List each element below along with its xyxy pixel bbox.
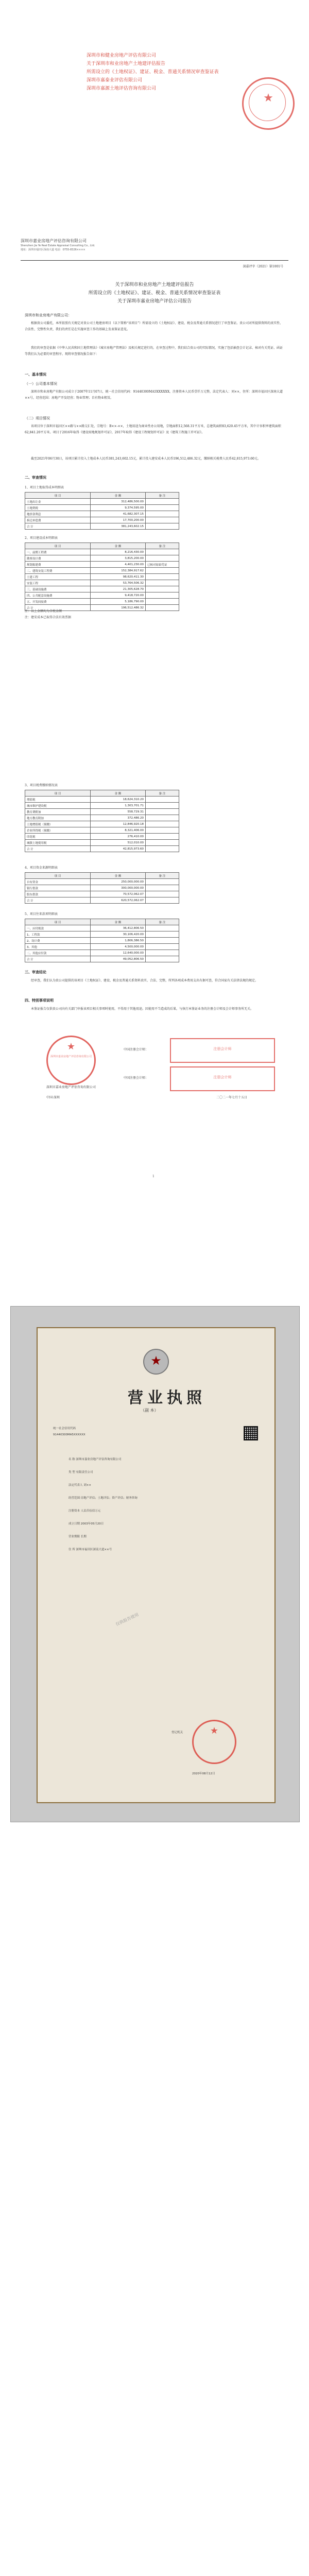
- table-cell: 21,305,628.70: [91, 586, 146, 592]
- table-row: [25, 599, 179, 605]
- table-cell: [146, 796, 179, 803]
- document-number: 深嘉评字（2021）第1001号: [243, 265, 283, 268]
- table-row: [25, 592, 179, 599]
- registration-authority: 登记机关: [171, 1731, 183, 1734]
- table-cell: [146, 821, 179, 827]
- cover-title-line: 所需设立的《土地权证》、建证、税金、普通关系情况审查鉴证表: [87, 70, 219, 75]
- credit-code: 91440300MA5XXXXXX: [53, 1433, 85, 1436]
- table-header-cell: 金 额: [91, 873, 146, 879]
- table-header-row: [25, 790, 179, 796]
- letterhead-company: 深圳市嘉业房地产评估咨询有限公司: [21, 239, 87, 243]
- table-row: [25, 950, 179, 956]
- cover-title-line: 深圳市嘉源土地评估咨询有限公司: [87, 86, 157, 91]
- table-row: [25, 586, 179, 592]
- paragraph: 该项目位于深圳市福田区××路与××路交汇处，宗地号：B××-××，土地用途为商业性办公用地，宗地面积12,568.31平方米，总建筑面积83,620.45平方米，其中计容积率建筑面积62,841.20平方米。项目于2016年取得《建设用地规划许可证》，2017年取得《建设工程规划许可证》及《建筑工程施工许可证》。: [25, 425, 281, 434]
- paragraph: 深圳市和业房地产有限公司成立于2007年11月07日，统一社会信用代码：91440300MA5XXXXXX，注册资本人民币壹仟万元整，法定代表人：刘××，住所：深圳市福田区深南大道××号，经营范围：房地产开发经营；物业管理；自有物业租赁。: [25, 390, 283, 400]
- table-cell: [146, 944, 179, 950]
- table-cell: [146, 879, 179, 885]
- table-row: [25, 885, 179, 891]
- table-header-cell: 项 目: [25, 493, 91, 499]
- license-frame: [37, 1327, 276, 1803]
- table-cell: 四、公共配套设施费: [25, 592, 91, 599]
- table-row: [25, 803, 179, 809]
- table-cell: 300,000,000.00: [91, 885, 146, 891]
- firm-seal-text: 深圳市嘉业房地产评估咨询有限公司: [50, 1055, 92, 1058]
- table-cell: 合 计: [25, 846, 91, 852]
- table-header-cell: 项 目: [25, 919, 91, 925]
- sign-date: 二〇二一年七月十五日: [216, 1096, 248, 1099]
- table-cell: [146, 499, 179, 505]
- table-header-cell: 项 目: [25, 790, 91, 796]
- table-cell: 381,243,602.15: [91, 523, 146, 530]
- report-title: 关于深圳市和业房地产土地建评估报告: [115, 282, 194, 287]
- national-emblem-icon: ★: [143, 1349, 169, 1375]
- table-cell: 4,401,230.00: [91, 562, 146, 568]
- table-cell: 一、前期工程费: [25, 549, 91, 555]
- table-cell: [146, 574, 179, 580]
- table-header-cell: 金 额: [91, 493, 146, 499]
- table-cell: 土建工程: [25, 574, 91, 580]
- cpa-seal-text: 注册会计师: [213, 1047, 232, 1051]
- table-cell: [146, 827, 179, 834]
- table-cell: [146, 938, 179, 944]
- table-row: [25, 944, 179, 950]
- table-cell: 2、设计费: [25, 938, 91, 944]
- table-note: 注：建安成本已取得合法有效票据: [25, 616, 72, 619]
- table-cell: 企业所得税（预缴）: [25, 827, 91, 834]
- table-note: 注：以上金额均为含税金额: [25, 609, 62, 613]
- letterhead-divider: [21, 260, 288, 261]
- table-cell: 372,486.20: [91, 815, 146, 821]
- table-cell: 36,412,806.50: [91, 925, 146, 931]
- table-cell: 规划报建费: [25, 562, 91, 568]
- table-cell: 9,418,720.00: [91, 592, 146, 599]
- table-cell: 二、建筑安装工程费: [25, 568, 91, 574]
- star-icon: ★: [66, 1041, 76, 1052]
- table-row: [25, 574, 179, 580]
- cpa-seal: [170, 1038, 275, 1063]
- payables-table: [25, 919, 179, 962]
- table-row: [25, 891, 179, 897]
- table-cell: [146, 505, 179, 511]
- table-row: [25, 568, 179, 574]
- table-row: [25, 511, 179, 517]
- registration-seal: [192, 1720, 236, 1764]
- letterhead-address: 地址：深圳市福田区深南大道 电话：0755-8326××××: [21, 248, 85, 251]
- table-cell: 二、其他应付款: [25, 950, 91, 956]
- table-cell: 教育费附加: [25, 809, 91, 815]
- table-cell: [146, 511, 179, 517]
- table-total-row: [25, 897, 179, 904]
- table-cell: [146, 580, 179, 586]
- table-cell: 3、其他: [25, 944, 91, 950]
- table-row: [25, 925, 179, 931]
- business-license-scan: [10, 1306, 300, 1822]
- table-header-cell: 备 注: [146, 493, 179, 499]
- table-row: [25, 938, 179, 944]
- table-cell: 30,106,420.00: [91, 931, 146, 938]
- table-cell: 558,729.31: [91, 809, 146, 815]
- table-row: [25, 931, 179, 938]
- table-cell: [146, 549, 179, 555]
- table-cell: 土地出让金: [25, 499, 91, 505]
- table-cell: 三、基础设施费: [25, 586, 91, 592]
- table-cell: [146, 592, 179, 599]
- land-cost-table: [25, 492, 179, 530]
- table-header-cell: 金 额: [91, 919, 146, 925]
- table-total-row: [25, 846, 179, 852]
- table-cell: [146, 891, 179, 897]
- table-row: [25, 834, 179, 840]
- table-header-cell: 备 注: [146, 790, 179, 796]
- table-header-row: [25, 543, 179, 549]
- license-field: 成立日期 2003年05月20日: [68, 1522, 104, 1526]
- table-cell: 4,500,000.00: [91, 944, 146, 950]
- greeting: 深圳市和业房地产有限公司：: [25, 313, 72, 317]
- funding-table: [25, 872, 179, 904]
- table-cell: [146, 840, 179, 846]
- table-header-row: [25, 873, 179, 879]
- table-cell: 地方教育附加: [25, 815, 91, 821]
- table-cell: 9,374,595.00: [91, 505, 146, 511]
- table-row: [25, 549, 179, 555]
- table-cell: 城市维护建设税: [25, 803, 91, 809]
- cover-title-line: 深圳市和健业房地产评估有限公司: [87, 53, 157, 58]
- table-row: [25, 499, 179, 505]
- license-title: 营业执照: [128, 1389, 206, 1407]
- table-header-cell: 备 注: [146, 919, 179, 925]
- license-field: 住 所 深圳市福田区深南大道××号: [68, 1548, 112, 1551]
- cover-title-block: [87, 52, 220, 93]
- table-cell: [146, 885, 179, 891]
- table-row: [25, 562, 179, 568]
- table-cell: 1,806,386.50: [91, 938, 146, 944]
- table-header-cell: 金 额: [91, 790, 146, 796]
- star-icon: ★: [210, 1725, 219, 1736]
- table-header-cell: 项 目: [25, 873, 91, 879]
- table-total-row: [25, 956, 179, 962]
- table-cell: [146, 523, 179, 530]
- table-row: [25, 840, 179, 846]
- table-cell: 股东借款: [25, 891, 91, 897]
- table-row: [25, 821, 179, 827]
- table-row: [25, 580, 179, 586]
- table-caption: 5、项目往来款项明细表: [25, 912, 58, 916]
- table-row: [25, 809, 179, 815]
- table-total-row: [25, 523, 179, 530]
- table-header-cell: 项 目: [25, 543, 91, 549]
- paragraph: 截至2021年06月30日，该项目累计投入土地成本人民币381,243,602.15元，累计投入建安成本人民币196,512,486.32元，缴纳相关税费人民币42,815,973.60元。: [31, 457, 261, 461]
- section-heading: 三、审查结论: [25, 970, 46, 974]
- table-cell: [146, 586, 179, 592]
- table-cell: [146, 897, 179, 904]
- table-header-cell: 备 注: [146, 873, 179, 879]
- table-cell: 土地契税: [25, 505, 91, 511]
- sign-place: 中国·深圳: [46, 1096, 60, 1099]
- license-field: 名 称 深圳市嘉业房地产评估咨询有限公司: [68, 1458, 122, 1461]
- license-field: 法定代表人 刘××: [68, 1484, 91, 1487]
- table-cell: 250,000,000.00: [91, 879, 146, 885]
- table-header-cell: 金 额: [91, 543, 146, 549]
- table-caption: 3、项目税费缴纳情况表: [25, 784, 58, 787]
- table-header-row: [25, 493, 179, 499]
- table-cell: 合 计: [25, 897, 91, 904]
- table-caption: 2、项目建设成本明细表: [25, 536, 58, 540]
- table-cell: 拆迁补偿费: [25, 517, 91, 523]
- table-row: [25, 796, 179, 803]
- qr-code-icon: [244, 1426, 258, 1440]
- table-row: [25, 879, 179, 885]
- table-cell: 勘察设计费: [25, 555, 91, 562]
- table-cell: [146, 950, 179, 956]
- cpa-signature-label: 中国注册会计师：: [124, 1048, 149, 1052]
- star-icon: ★: [263, 92, 273, 105]
- table-cell: [146, 846, 179, 852]
- table-cell: 已核对原始凭证: [146, 562, 179, 568]
- credit-code-label: 统一社会信用代码: [53, 1427, 76, 1430]
- table-cell: 五、开发间接费: [25, 599, 91, 605]
- table-cell: 1,303,701.71: [91, 803, 146, 809]
- table-cell: 70,572,062.07: [91, 891, 146, 897]
- table-cell: 城镇土地使用税: [25, 840, 91, 846]
- table-cell: 312,486,500.00: [91, 499, 146, 505]
- table-cell: 49,052,806.50: [91, 956, 146, 962]
- table-cell: [146, 605, 179, 611]
- table-cell: [146, 803, 179, 809]
- registration-date: 2020年08月12日: [192, 1772, 215, 1775]
- subsection-heading: （一）公司基本情况: [25, 382, 57, 386]
- section-heading: 二、审查情况: [25, 475, 46, 480]
- subsection-heading: （二）项目情况: [25, 416, 50, 420]
- paragraph: 经审查，我们认为贵公司提供的该项目《土地权证》、建设、税金及普通关系资料真实、合法、完整，所列各项成本费用支出有据可查，符合国家有关法律法规的规定。: [31, 979, 259, 982]
- paragraph: 根据贵公司委托，本所依照有关规定对贵公司土地建房项目（以下简称“该项目”）所需设立的《土地权证》、建设、税金及普通关系情况进行了审查鉴证。贵公司对所提供资料的真实性、合法性、完整性负责，我们的责任是在实施审查工作的基础上发表鉴证意见。: [25, 321, 283, 331]
- table-cell: [146, 568, 179, 574]
- table-header-cell: 备 注: [146, 543, 179, 549]
- tax-table: [25, 790, 179, 852]
- table-cell: 196,512,486.32: [91, 605, 146, 611]
- table-cell: 自有资金: [25, 879, 91, 885]
- paragraph: 我们的审查是依据《中华人民共和国土地管理法》《城市房地产管理法》及相关规定进行的，在审查过程中，我们结合贵公司的实际情况，实施了包括抽查会计记录、核对有关凭证、函证等我们认为必要的审查程序。现将审查情况报告如下：: [25, 346, 283, 356]
- table-cell: 合 计: [25, 605, 91, 611]
- license-field: 经营范围 房地产评估；土地评估；资产评估；财务咨询: [68, 1497, 138, 1500]
- table-cell: 42,815,973.60: [91, 846, 146, 852]
- license-subtitle: （副 本）: [141, 1408, 159, 1413]
- table-cell: [146, 956, 179, 962]
- table-row: [25, 827, 179, 834]
- table-header-row: [25, 919, 179, 925]
- table-cell: [146, 834, 179, 840]
- table-cell: 18,624,310.20: [91, 796, 146, 803]
- table-caption: 1、项目土地取得成本明细表: [25, 486, 64, 489]
- table-cell: 620,572,062.07: [91, 897, 146, 904]
- table-cell: 5,186,790.00: [91, 599, 146, 605]
- table-row: [25, 815, 179, 821]
- report-title: 关于深圳市嘉业房地产评估公司报告: [117, 299, 192, 304]
- table-cell: 17,700,200.00: [91, 517, 146, 523]
- cover-title-line: 深圳市嘉泰业评估有限公司: [87, 78, 143, 83]
- table-cell: 地价款利息: [25, 511, 91, 517]
- table-cell: 增值税: [25, 796, 91, 803]
- table-cell: 276,410.00: [91, 834, 146, 840]
- table-cell: 合 计: [25, 956, 91, 962]
- table-cell: 印花税: [25, 834, 91, 840]
- table-cell: [146, 931, 179, 938]
- watermark: 仅供报告使用: [115, 1612, 140, 1627]
- table-row: [25, 555, 179, 562]
- signing-firm: 深圳市嘉业房地产评估咨询有限公司: [46, 1086, 96, 1089]
- license-field: 类 型 有限责任公司: [68, 1471, 93, 1474]
- cover-title-line: 关于深圳市和业房地产土地建评估报告: [87, 61, 166, 66]
- table-row: [25, 517, 179, 523]
- table-cell: 银行借款: [25, 885, 91, 891]
- table-cell: 1、工程款: [25, 931, 91, 938]
- table-cell: 8,321,406.00: [91, 827, 146, 834]
- table-cell: 12,846,920.18: [91, 821, 146, 827]
- table-caption: 4、项目资金来源明细表: [25, 866, 58, 870]
- table-cell: [146, 809, 179, 815]
- cover-stamp: [242, 77, 295, 130]
- table-cell: 53,764,506.32: [91, 580, 146, 586]
- table-cell: 合 计: [25, 523, 91, 530]
- paragraph: 本鉴证报告仅供贵公司向有关部门申报该项目相关事项时使用，不得用于其他用途。因使用不当造成的后果，与执行本鉴证业务的注册会计师及会计师事务所无关。: [31, 1007, 254, 1011]
- cpa-seal-text: 注册会计师: [213, 1075, 232, 1079]
- table-row: [25, 505, 179, 511]
- license-field: 注册资本 人民币伍佰万元: [68, 1510, 101, 1513]
- letterhead-en-line: Shenzhen Jia Ye Real Estate Appraisal Consulting Co., Ltd.: [21, 244, 95, 247]
- firm-seal: [46, 1036, 96, 1085]
- construction-cost-table: [25, 543, 179, 611]
- table-cell: 8,216,430.00: [91, 549, 146, 555]
- table-cell: 152,384,917.62: [91, 568, 146, 574]
- table-cell: 98,620,411.30: [91, 574, 146, 580]
- cpa-seal: [170, 1066, 275, 1091]
- letterhead: [21, 238, 288, 252]
- table-cell: [146, 925, 179, 931]
- table-cell: 土地增值税（预缴）: [25, 821, 91, 827]
- section-heading: 一、基本情况: [25, 372, 46, 377]
- table-cell: 41,682,307.15: [91, 511, 146, 517]
- table-cell: 一、应付账款: [25, 925, 91, 931]
- report-title: 所需设立的《土地权证》、建证、税金、普通关系情况审查鉴证表: [88, 291, 221, 296]
- table-cell: [146, 815, 179, 821]
- table-cell: [146, 517, 179, 523]
- table-cell: [146, 555, 179, 562]
- table-cell: 12,640,000.00: [91, 950, 146, 956]
- table-cell: [146, 599, 179, 605]
- table-cell: 安装工程: [25, 580, 91, 586]
- cpa-signature-label: 中国注册会计师：: [124, 1076, 149, 1080]
- table-cell: 3,815,200.00: [91, 555, 146, 562]
- section-heading: 四、特别事项说明: [25, 998, 54, 1003]
- license-field: 营业期限 长期: [68, 1535, 87, 1538]
- table-cell: 512,010.00: [91, 840, 146, 846]
- page-number: 1: [152, 1175, 154, 1178]
